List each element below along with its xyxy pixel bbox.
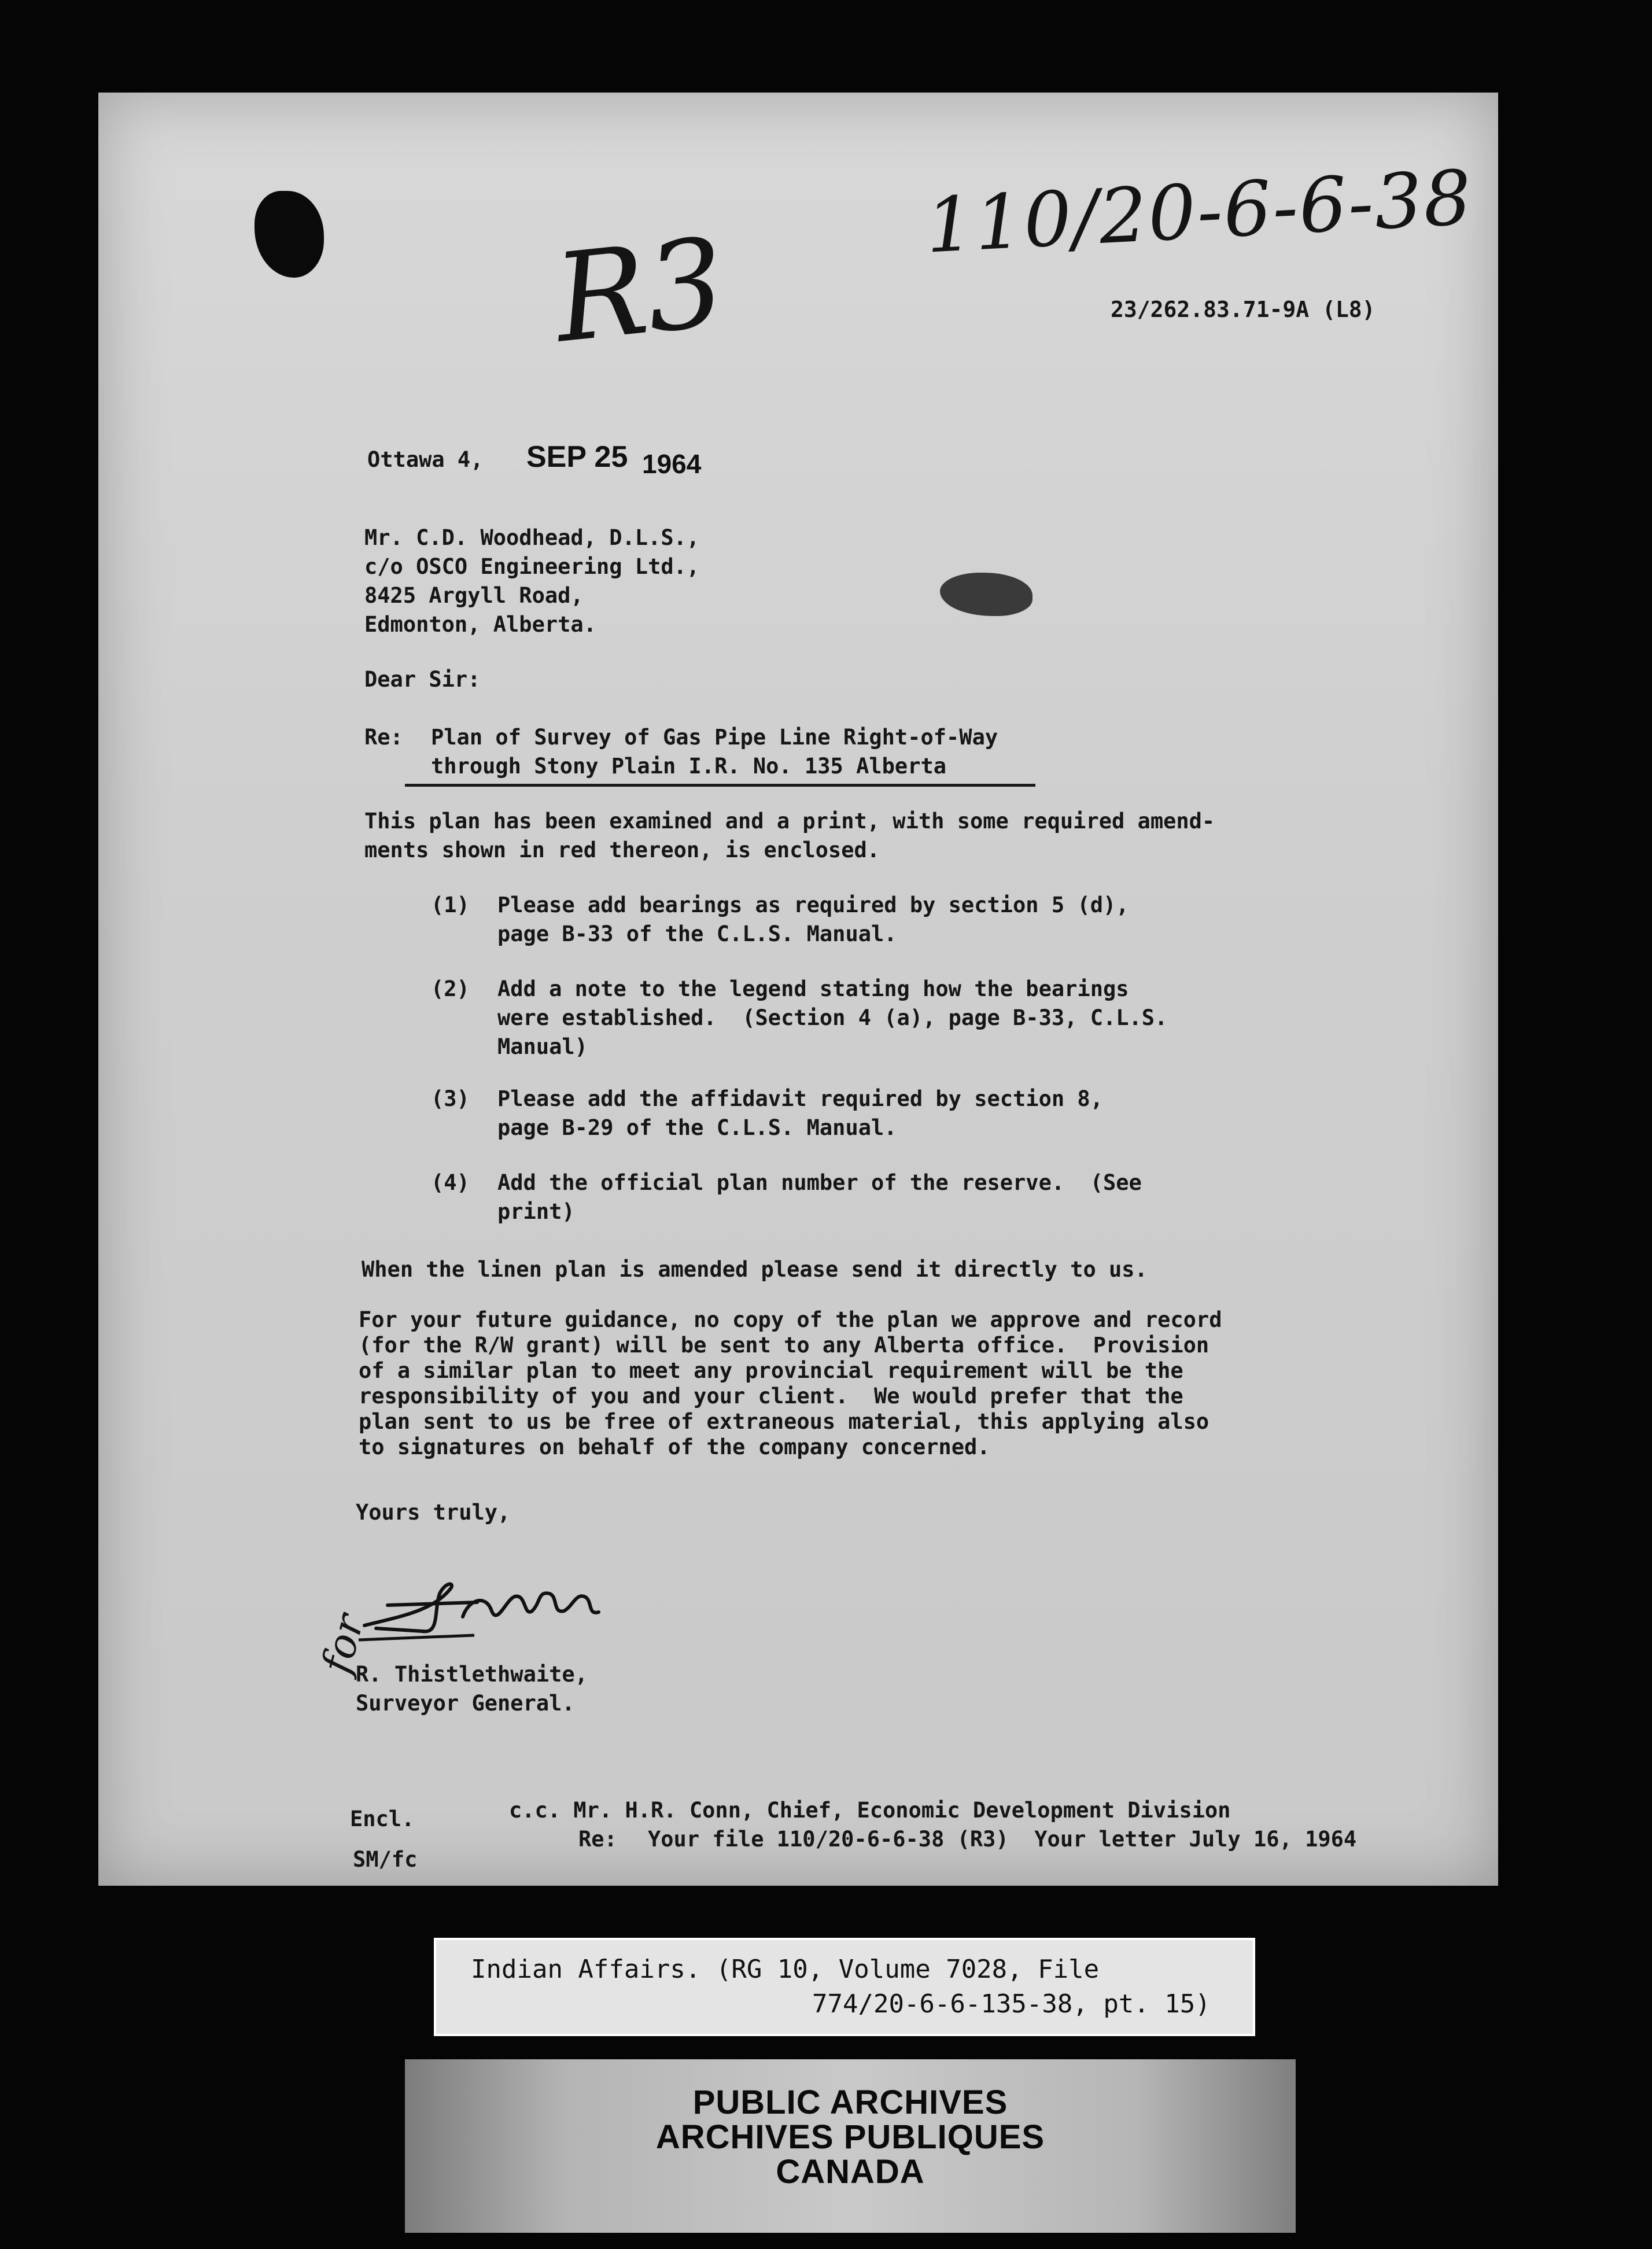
paragraph-line: This plan has been examined and a print, with some required amend- [364, 809, 1215, 834]
paragraph-line: of a similar plan to meet any provincial requirement will be the [359, 1358, 1183, 1383]
subject-line-2: through Stony Plain I.R. No. 135 Alberta [431, 754, 947, 779]
archive-stamp-line: PUBLIC ARCHIVES [692, 2084, 1008, 2121]
item-number: (1) [431, 893, 470, 917]
date-stamp-year: 1964 [642, 449, 702, 479]
item-line: Please add the affidavit required by section 8, [497, 1086, 1103, 1111]
caption-line: Indian Affairs. (RG 10, Volume 7028, File [471, 1955, 1100, 1984]
cc-re-line: Your file 110/20-6-6-38 (R3) Your letter July 16, 1964 [648, 1827, 1357, 1852]
paragraph-line: to signatures on behalf of the company concerned. [359, 1435, 990, 1459]
enclosure-note: Encl. [350, 1806, 415, 1831]
item-text [497, 1168, 1142, 1226]
closing: Yours truly, [356, 1500, 511, 1525]
dateline-place: Ottawa 4, [367, 447, 484, 472]
item-line: Add the official plan number of the reserve. (See [497, 1170, 1142, 1195]
reference-number: 23/262.83.71-9A (L8) [1111, 297, 1376, 322]
archive-stamp-line: ARCHIVES PUBLIQUES [655, 2118, 1045, 2156]
address-line: 8425 Argyll Road, [364, 583, 584, 608]
cc-re-prefix: Re: [578, 1827, 617, 1852]
subject-underline [405, 784, 1035, 787]
address-line: Mr. C.D. Woodhead, D.L.S., [364, 525, 700, 550]
date-stamp: SEP 25 [526, 440, 628, 474]
item-line: Please add bearings as required by section 5 (d), [497, 893, 1129, 917]
item-line: Manual) [497, 1034, 588, 1059]
item-line: page B-33 of the C.L.S. Manual. [497, 921, 897, 946]
item-text [497, 1085, 1103, 1142]
handwritten-signature [353, 1570, 607, 1646]
item-line: were established. (Section 4 (a), page B-33, C.L.S. [497, 1005, 1168, 1030]
salutation: Dear Sir: [364, 667, 481, 692]
paragraph-line: plan sent to us be free of extraneous material, this applying also [359, 1409, 1210, 1434]
signatory-title: Surveyor General. [356, 1691, 575, 1716]
item-line: print) [497, 1199, 575, 1224]
address-line: Edmonton, Alberta. [364, 612, 596, 637]
address-line: c/o OSCO Engineering Ltd., [364, 554, 700, 579]
subject-prefix: Re: [364, 725, 403, 750]
item-line: Add a note to the legend stating how the bearings [497, 976, 1129, 1001]
item-line: page B-29 of the C.L.S. Manual. [497, 1115, 897, 1140]
item-number: (4) [431, 1170, 470, 1195]
for-mark: for [312, 1609, 374, 1679]
item-number: (2) [431, 976, 470, 1001]
paragraph-line: For your future guidance, no copy of the plan we approve and record [359, 1307, 1222, 1332]
cc-line: c.c. Mr. H.R. Conn, Chief, Economic Development Division [509, 1798, 1231, 1823]
item-number: (3) [431, 1086, 470, 1111]
archive-stamp [405, 2059, 1296, 2233]
signatory-name: R. Thistlethwaite, [356, 1662, 588, 1687]
archive-caption [434, 1938, 1255, 2036]
archive-stamp-line: CANADA [776, 2153, 925, 2191]
paragraph-line: ments shown in red thereon, is enclosed. [364, 838, 880, 862]
linen-paragraph: When the linen plan is amended please send it directly to us. [362, 1257, 1148, 1282]
paragraph-line: responsibility of you and your client. We would prefer that the [359, 1384, 1183, 1409]
recipient-address [364, 523, 699, 639]
item-text [497, 975, 1167, 1061]
item-text [497, 891, 1129, 949]
handwritten-code: R3 [548, 211, 731, 370]
intro-paragraph [364, 807, 1215, 865]
paragraph-line: (for the R/W grant) will be sent to any Alberta office. Provision [359, 1333, 1210, 1358]
handwritten-file-number: 110/20-6-6-38 [923, 153, 1475, 270]
caption-line: 774/20-6-6-135-38, pt. 15) [812, 1989, 1211, 2019]
guidance-paragraph [359, 1307, 1222, 1460]
subject-line-1: Plan of Survey of Gas Pipe Line Right-of-Way [431, 725, 998, 750]
typist-initials: SM/fc [353, 1847, 418, 1872]
